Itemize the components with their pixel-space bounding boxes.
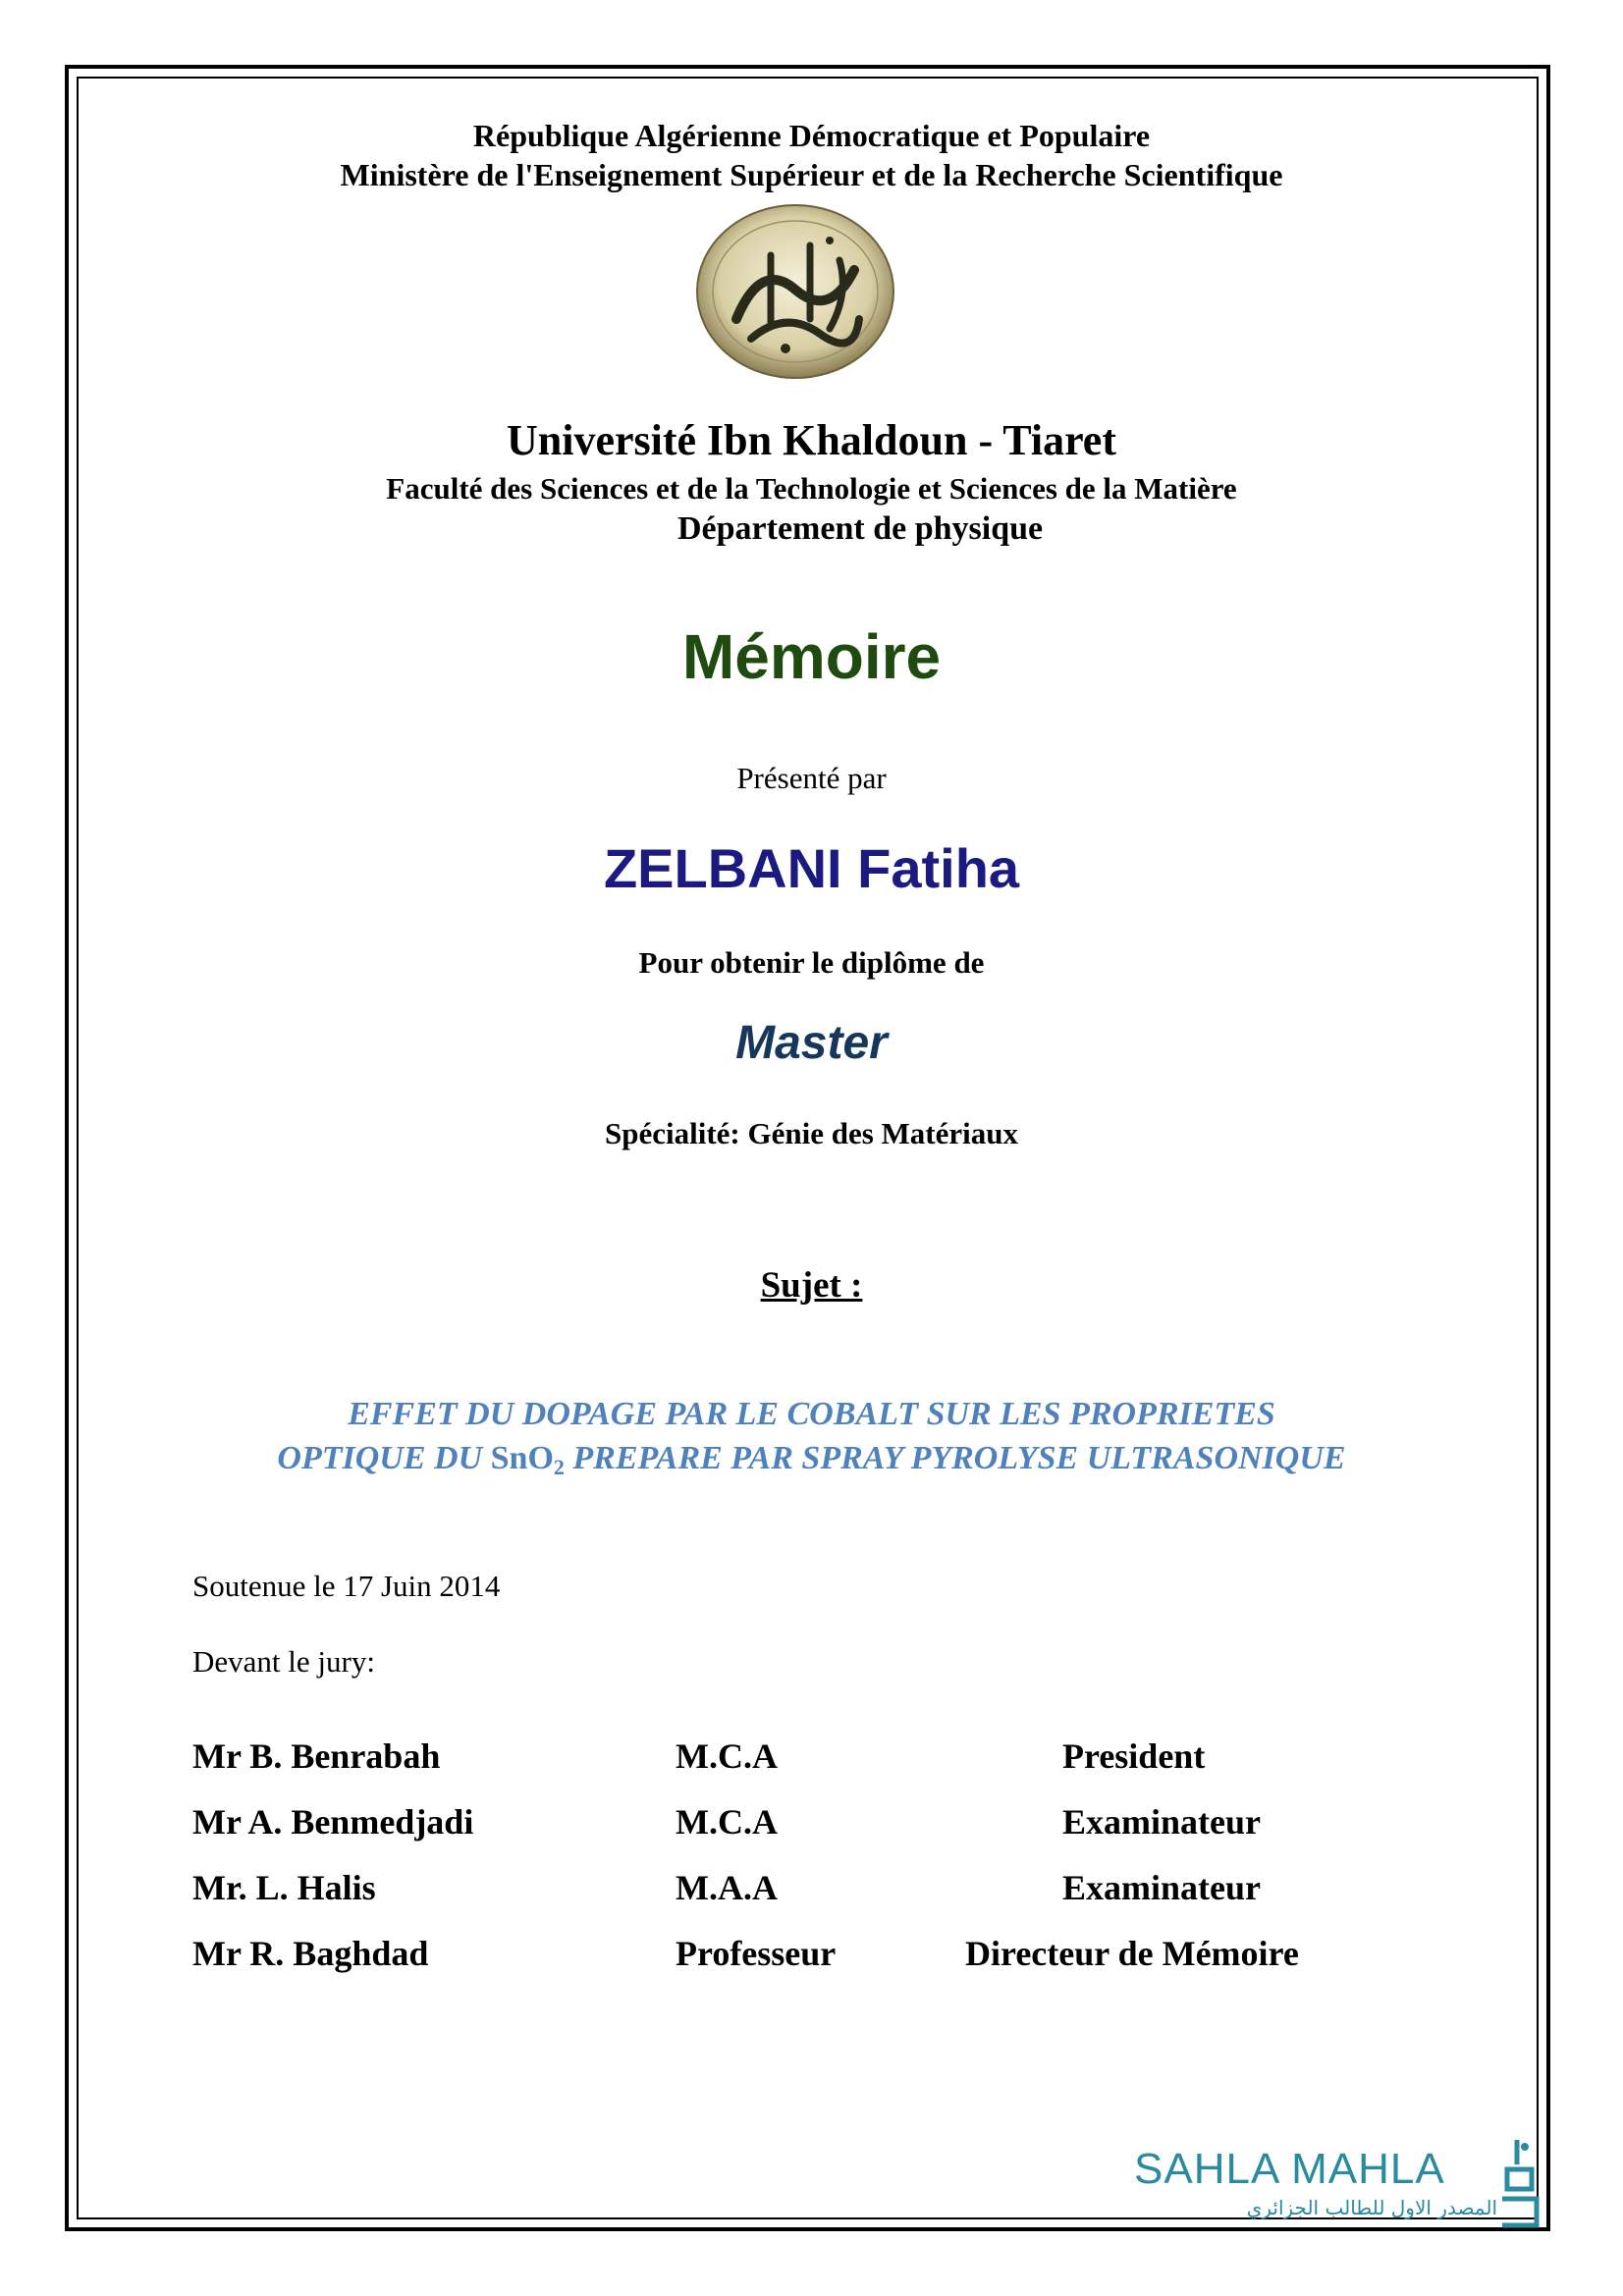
specialty: Spécialité: Génie des Matériaux xyxy=(605,1116,1018,1150)
faculty-name: Faculté des Sciences et de la Technologie et Sciences de la Matière xyxy=(386,471,1237,506)
university-name: Université Ibn Khaldoun - Tiaret xyxy=(506,416,1116,464)
watermark-tagline: المصدر الاول للطالب الجزائري xyxy=(1246,2196,1497,2219)
diploma-label: Pour obtenir le diplôme de xyxy=(638,945,985,980)
jury-member-name: Mr. L. Halis xyxy=(192,1868,376,1907)
formula-subscript: 2 xyxy=(553,1455,565,1479)
republic-header: République Algérienne Démocratique et Populaire xyxy=(472,118,1151,153)
jury-member-rank: Professeur xyxy=(676,1934,837,1973)
document-type: Mémoire xyxy=(681,621,942,692)
department-name: Département de physique xyxy=(677,510,1044,547)
jury-member-role: President xyxy=(1062,1736,1206,1776)
presented-by-label: Présenté par xyxy=(736,761,887,795)
jury-label: Devant le jury: xyxy=(192,1644,375,1679)
watermark-brand: SAHLA MAHLA xyxy=(1134,2145,1445,2193)
jury-member-role: Examinateur xyxy=(1062,1868,1261,1907)
watermark-calligraphy-icon xyxy=(1497,2135,1542,2233)
subject-title-line2: OPTIQUE DU SnO$_2$ PREPARE PAR SPRAY PYROLYSE ULTRASONIQUE xyxy=(277,1440,1346,1479)
subject-label: Sujet : xyxy=(760,1265,863,1306)
author-name: ZELBANI Fatiha xyxy=(603,837,1020,899)
jury-member-rank: M.C.A xyxy=(676,1736,778,1776)
diploma-name: Master xyxy=(735,1017,888,1069)
university-logo xyxy=(692,201,898,383)
jury-member-name: Mr A. Benmedjadi xyxy=(192,1802,474,1842)
sahla-mahla-watermark xyxy=(1134,2135,1546,2233)
jury-row xyxy=(0,1735,1623,1785)
subject-title-line1: EFFET DU DOPAGE PAR LE COBALT SUR LES PROPRIETES xyxy=(348,1396,1275,1432)
jury-member-role: Examinateur xyxy=(1062,1802,1261,1842)
jury-member-role: Directeur de Mémoire xyxy=(965,1934,1299,1973)
defense-date: Soutenue le 17 Juin 2014 xyxy=(192,1569,501,1603)
jury-member-rank: M.A.A xyxy=(676,1868,778,1907)
formula-base: SnO xyxy=(490,1440,554,1476)
jury-row xyxy=(0,1933,1623,1982)
jury-row xyxy=(0,1801,1623,1850)
ministry-header: Ministère de l'Enseignement Supérieur et de la Recherche Scientifique xyxy=(340,157,1283,192)
jury-member-name: Mr R. Baghdad xyxy=(192,1934,429,1973)
jury-row xyxy=(0,1867,1623,1916)
jury-member-name: Mr B. Benrabah xyxy=(192,1736,441,1776)
jury-member-rank: M.C.A xyxy=(676,1802,778,1842)
